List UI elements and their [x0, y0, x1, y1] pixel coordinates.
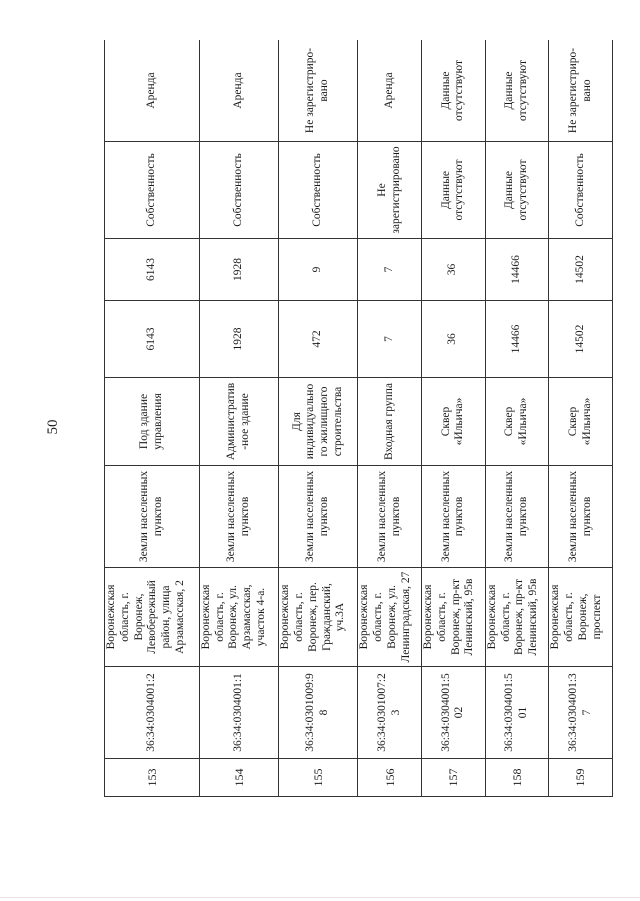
- address: Воронежская область, г. Воронеж, ул. Арзамасская, участок 4-а.: [199, 568, 278, 667]
- right-type: Собственность: [105, 142, 200, 239]
- row-number: 154: [199, 759, 278, 797]
- address: Воронежская область, г. Воронеж, пр-кт Ленинский, 95в: [485, 568, 549, 667]
- registered-area: 36: [422, 239, 486, 301]
- scan-edge-line: [0, 897, 640, 898]
- table-row: [485, 40, 549, 797]
- permitted-use: Входная группа: [358, 378, 422, 466]
- land-category: Земли населенных пунктов: [549, 466, 613, 568]
- permitted-use: Сквер «Ильича»: [549, 378, 613, 466]
- row-number: 159: [549, 759, 613, 797]
- page-number: 50: [45, 419, 61, 435]
- area: 7: [358, 301, 422, 378]
- registered-area: 7: [358, 239, 422, 301]
- area: 472: [279, 301, 358, 378]
- land-category: Земли населенных пунктов: [422, 466, 486, 568]
- row-number: 153: [105, 759, 200, 797]
- row-number: 156: [358, 759, 422, 797]
- area: 36: [422, 301, 486, 378]
- address: Воронежская область, г. Воронеж, Левобережный район, улица Арзамасская, 2: [105, 568, 200, 667]
- encumbrance: Аренда: [105, 40, 200, 142]
- registered-area: 1928: [199, 239, 278, 301]
- row-number: 158: [485, 759, 549, 797]
- land-category: Земли населенных пунктов: [485, 466, 549, 568]
- address: Воронежская область, г. Воронеж, проспект: [549, 568, 613, 667]
- row-number: 157: [422, 759, 486, 797]
- cadastral-number: 36:34:0304001:37: [549, 667, 613, 759]
- encumbrance: Не зарегистриро-вано: [549, 40, 613, 142]
- encumbrance: Не зарегистриро-вано: [279, 40, 358, 142]
- right-type: Не зарегистрировано: [358, 142, 422, 239]
- encumbrance: Данные отсутствуют: [485, 40, 549, 142]
- registered-area: 6143: [105, 239, 200, 301]
- land-category: Земли населенных пунктов: [105, 466, 200, 568]
- right-type: Собственность: [549, 142, 613, 239]
- permitted-use: Для индивидуального жилищного строительства: [279, 378, 358, 466]
- table-row: [422, 40, 486, 797]
- cadastral-number: 36:34:0304001:502: [422, 667, 486, 759]
- land-category: Земли населенных пунктов: [199, 466, 278, 568]
- area: 14502: [549, 301, 613, 378]
- permitted-use: Сквер «Ильича»: [422, 378, 486, 466]
- cadastral-number: 36:34:0304001:1: [199, 667, 278, 759]
- area: 6143: [105, 301, 200, 378]
- table-row: [549, 40, 613, 797]
- cadastral-number: 36:34:0304001:2: [105, 667, 200, 759]
- right-type: Собственность: [199, 142, 278, 239]
- encumbrance: Аренда: [358, 40, 422, 142]
- address: Воронежская область, г. Воронеж, ул. Ленинградская, 27: [358, 568, 422, 667]
- permitted-use: Под здание управления: [105, 378, 200, 466]
- cadastral-number: 36:34:0304001:501: [485, 667, 549, 759]
- cadastral-number: 36:34:0301007:23: [358, 667, 422, 759]
- table-row: [105, 40, 200, 797]
- right-type: Данные отсутствуют: [485, 142, 549, 239]
- registered-area: 14502: [549, 239, 613, 301]
- permitted-use: Административ-ное здание: [199, 378, 278, 466]
- address: Воронежская область, г. Воронеж, пер. Гражданский, уч.3А: [279, 568, 358, 667]
- area: 1928: [199, 301, 278, 378]
- registered-area: 14466: [485, 239, 549, 301]
- right-type: Данные отсутствуют: [422, 142, 486, 239]
- table-row: [358, 40, 422, 797]
- land-category: Земли населенных пунктов: [279, 466, 358, 568]
- table-row: [199, 40, 278, 797]
- land-category: Земли населенных пунктов: [358, 466, 422, 568]
- address: Воронежская область, г. Воронеж, пр-кт Ленинский, 95в: [422, 568, 486, 667]
- area: 14466: [485, 301, 549, 378]
- permitted-use: Сквер «Ильича»: [485, 378, 549, 466]
- row-number: 155: [279, 759, 358, 797]
- registered-area: 9: [279, 239, 358, 301]
- right-type: Собственность: [279, 142, 358, 239]
- encumbrance: Данные отсутствуют: [422, 40, 486, 142]
- land-plots-table: [104, 40, 613, 797]
- cadastral-number: 36:34:0301009:98: [279, 667, 358, 759]
- encumbrance: Аренда: [199, 40, 278, 142]
- table-row: [279, 40, 358, 797]
